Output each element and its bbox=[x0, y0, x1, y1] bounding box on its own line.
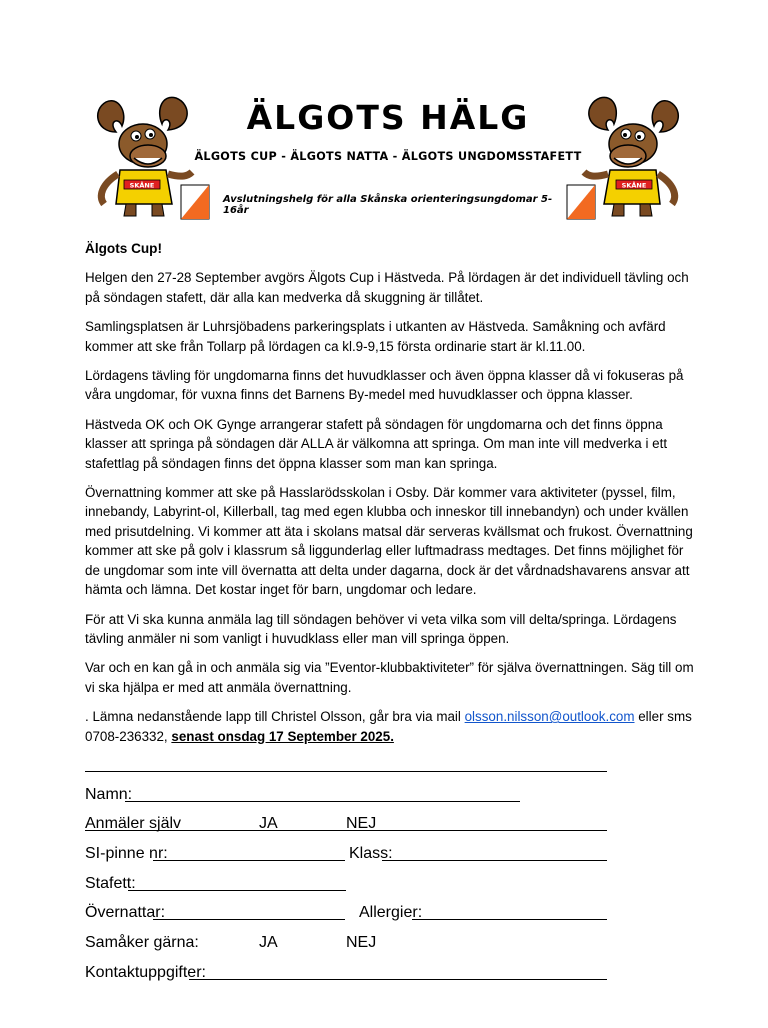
overnight-label: Övernattar: bbox=[85, 904, 166, 921]
form-row-overnight bbox=[85, 904, 607, 922]
contact-label: Kontaktuppgifter: bbox=[85, 964, 206, 981]
banner-tagline: Avslutningshelg för alla Skånska orienteringsungdomar 5-16år bbox=[223, 194, 553, 216]
moose-mascot-right-icon bbox=[578, 92, 688, 222]
shirt-text: SKÅNE bbox=[129, 181, 155, 190]
self-yes-option[interactable]: JA bbox=[259, 815, 278, 832]
carpool-yes-option[interactable]: JA bbox=[259, 934, 278, 951]
paragraph: Lördagens tävling för ungdomarna finns det huvudklasser och även öppna klasser då vi fokuseras på våra ungdomar, för vuxna finns det Barnens By-medel med huvudklasser och öppna klasser. bbox=[85, 368, 684, 403]
class-field[interactable] bbox=[382, 845, 607, 861]
submit-instructions bbox=[85, 707, 695, 746]
form-row-relay bbox=[85, 875, 347, 893]
contact-field[interactable] bbox=[189, 964, 607, 980]
paragraph: Samlingsplatsen är Luhrsjöbadens parkeringsplats i utkanten av Hästveda. Samåkning och avfärd kommer att ske från Tollarp på lördagen ca kl.9-9,15 första ordinarie start är kl.11.00. bbox=[85, 319, 666, 354]
name-label: Namn: bbox=[85, 786, 133, 803]
banner-title: ÄLGOTS HÄLG bbox=[246, 98, 530, 137]
paragraph: Helgen den 27-28 September avgörs Älgots Cup i Hästveda. På lördagen är det individuell tävling och på söndagen stafett, där alla kan medverka då skuggning är tillåtet. bbox=[85, 270, 689, 305]
paragraph: Övernattning kommer att ske på Hasslarödsskolan i Osby. Där kommer vara aktiviteter (pyssel, film, innebandy, Labyrint-ol, Killerball, tag med egen klubba och inneskor till innebandyn) och under kvällen med prisutdelning. Vi kommer att äta i skolans matsal där serveras kvällsmat och frukost. Övernattning kommer att ske på golv i klassrum så liggunderlag eller luftmadrass medtages. Det finns möjlighet för de ungdomar som inte vill övernatta att delta under dagarna, dock är det vårdnadshavarens ansvar att hämta och lämna. Det kostar inget för barn, ungdomar och ledare. bbox=[85, 485, 693, 598]
shirt-text: SKÅNE bbox=[621, 181, 647, 190]
si-field[interactable] bbox=[153, 845, 345, 861]
class-label: Klass: bbox=[349, 845, 393, 862]
overnight-field[interactable] bbox=[153, 904, 345, 920]
form-row-si bbox=[85, 845, 607, 863]
relay-label: Stafett: bbox=[85, 875, 136, 892]
paragraph: För att Vi ska kunna anmäla lag till söndagen behöver vi veta vilka som vill delta/springa. Lördagens tävling anmäler ni som vanligt i huvudklass eller man vill springa öppen. bbox=[85, 611, 677, 646]
si-label: SI-pinne nr: bbox=[85, 845, 168, 862]
self-no-option[interactable]: NEJ bbox=[346, 815, 377, 832]
allergy-label: Allergier: bbox=[359, 904, 423, 921]
orienteering-flag-left-icon bbox=[180, 184, 210, 220]
banner bbox=[88, 92, 688, 222]
form-row-carpool bbox=[85, 934, 385, 952]
self-label: Anmäler själv bbox=[85, 815, 182, 832]
relay-field[interactable] bbox=[128, 875, 346, 891]
banner-subtitle: ÄLGOTS CUP - ÄLGOTS NATTA - ÄLGOTS UNGDOMSSTAFETT bbox=[194, 150, 582, 163]
form-row-self bbox=[85, 815, 607, 833]
deadline-text: senast onsdag 17 September 2025. bbox=[171, 728, 394, 744]
form-row-name bbox=[85, 786, 525, 804]
name-field[interactable] bbox=[125, 786, 520, 802]
submit-middle: eller sms 0708-236332, bbox=[85, 709, 692, 744]
paragraph: Var och en kan gå in och anmäla sig via ”Eventor-klubbaktiviteter” för själva övernattningen. Säg till om vi ska hjälpa er med att anmäla övernattning. bbox=[85, 660, 694, 695]
carpool-no-option[interactable]: NEJ bbox=[346, 934, 377, 951]
paragraph: Hästveda OK och OK Gynge arrangerar stafett på söndagen för ungdomarna och det finns öppna klasser att springa på söndagen där ALLA är välkomna att springa. Om man inte vill medverka i ett stafettlag på söndagen finns det öppna klasser som man kan springa. bbox=[85, 416, 668, 471]
document-heading: Älgots Cup! bbox=[85, 241, 163, 256]
submit-prefix: . Lämna nedanstående lapp till Christel Olsson, går bra via mail bbox=[85, 709, 465, 725]
carpool-label: Samåker gärna: bbox=[85, 934, 199, 951]
email-link[interactable]: olsson.nilsson@outlook.com bbox=[464, 709, 635, 725]
cut-line bbox=[85, 771, 607, 772]
form-row-contact bbox=[85, 964, 607, 982]
allergy-field[interactable] bbox=[412, 904, 607, 920]
document-body bbox=[85, 239, 695, 756]
